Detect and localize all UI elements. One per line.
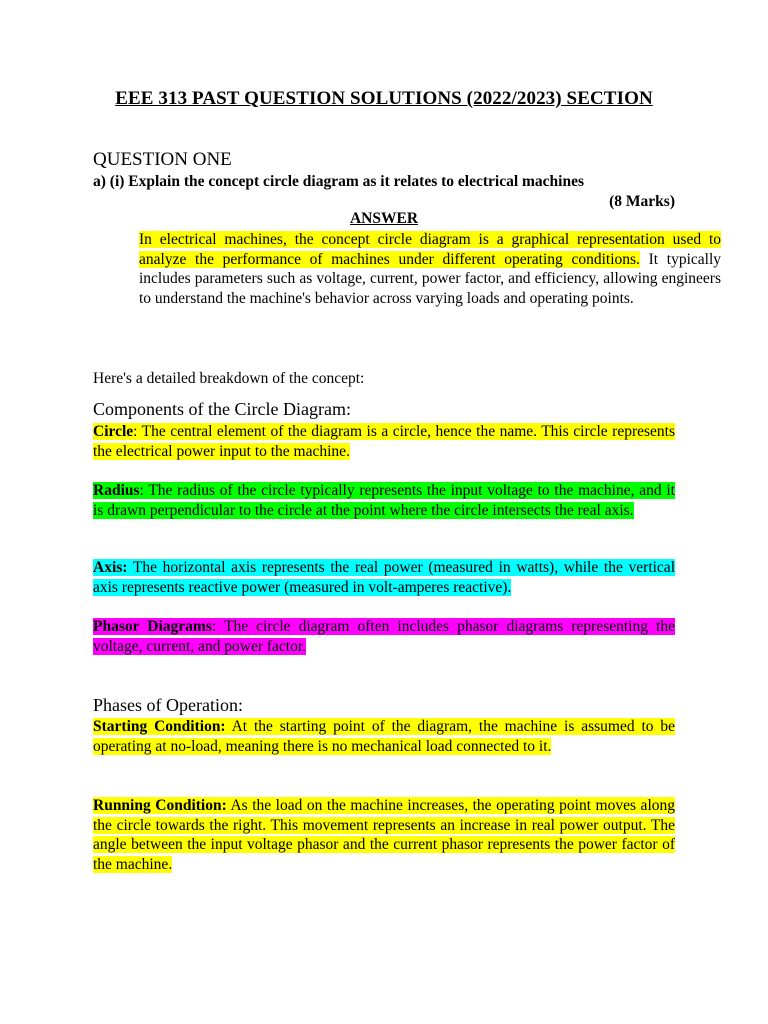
component-circle-label: Circle — [93, 423, 134, 440]
phase-running-body: As the load on the machine increases, the operating point moves along the circle towards the right. This movement represents an increase in real power output. The angle between the input voltage phasor and the current phasor represents the power factor of the machine. — [93, 797, 675, 873]
component-circle — [93, 422, 675, 461]
component-circle-body: : The central element of the diagram is a circle, hence the name. This circle represents the electrical power input to the machine. — [93, 423, 675, 460]
component-radius-body: : The radius of the circle typically represents the input voltage to the machine, and it is drawn perpendicular to the circle at the point where the circle intersects the real axis. — [93, 482, 675, 519]
component-axis — [93, 558, 675, 597]
phase-starting-text — [93, 718, 675, 755]
breakdown-text: Here's a detailed breakdown of the concept: — [93, 370, 365, 387]
phase-starting-body: At the starting point of the diagram, the machine is assumed to be operating at no-load, meaning there is no mechanical load connected to it. — [93, 718, 675, 755]
component-axis-body: The horizontal axis represents the real power (measured in watts), while the vertical axis represents reactive power (measured in volt-amperes reactive). — [93, 559, 675, 596]
phase-starting-label: Starting Condition: — [93, 718, 226, 735]
question-marks: (8 Marks) — [609, 193, 675, 210]
component-radius-label: Radius — [93, 482, 140, 499]
component-phasor-text — [93, 618, 675, 655]
phase-running — [93, 796, 675, 874]
component-radius — [93, 481, 675, 520]
question-heading: QUESTION ONE — [93, 149, 232, 170]
answer-label: ANSWER — [349, 210, 419, 227]
intro-rest-text: It typically includes parameters such as voltage, current, power factor, and efficiency, allowing engineers to understand the machine's behavior across varying loads and operating points. — [139, 250, 722, 307]
question-text-block — [93, 172, 675, 212]
component-phasor — [93, 617, 675, 656]
phases-heading: Phases of Operation: — [93, 695, 243, 715]
component-radius-text — [93, 482, 675, 519]
question-text: a) (i) Explain the concept circle diagram as it relates to electrical machines — [93, 173, 585, 190]
phase-running-text — [93, 797, 675, 873]
phase-running-label: Running Condition: — [93, 797, 227, 814]
component-axis-label: Axis: — [93, 559, 128, 576]
component-phasor-label: Phasor Diagrams — [93, 618, 212, 635]
intro-paragraph — [93, 230, 721, 308]
component-circle-text — [93, 423, 675, 460]
component-axis-text — [93, 559, 675, 596]
component-phasor-body: : The circle diagram often includes phasor diagrams representing the voltage, current, and power factor. — [93, 618, 675, 655]
phase-starting — [93, 717, 675, 756]
components-heading: Components of the Circle Diagram: — [93, 399, 351, 419]
intro-highlighted-text: In electrical machines, the concept circle diagram is a graphical representation used to analyze the performance of machines under different operating conditions. — [139, 231, 721, 268]
document-title: EEE 313 PAST QUESTION SOLUTIONS (2022/2023) SECTION — [115, 88, 653, 109]
